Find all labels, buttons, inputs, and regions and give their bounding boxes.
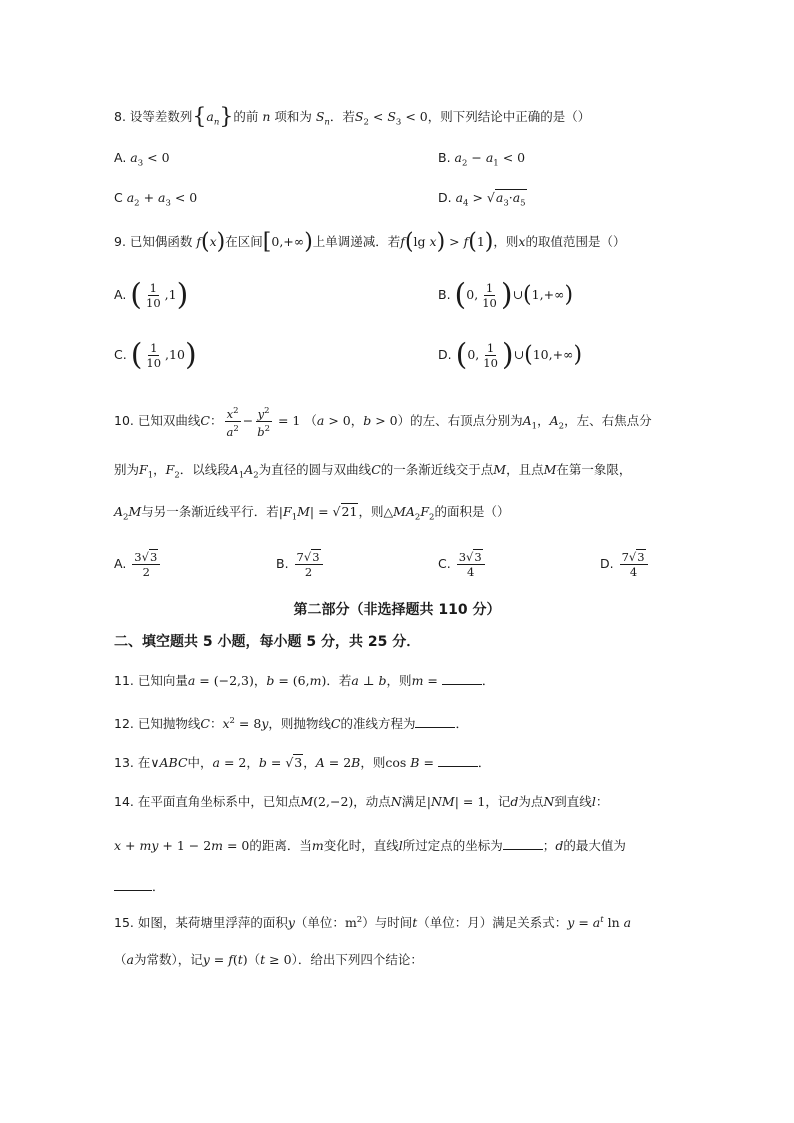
question-14-line1: 14. 在平面直角坐标系中，已知点M(2,−2)，动点N满足|NM| = 1，记d为点N到直线l： bbox=[114, 794, 609, 809]
q8-option-b[interactable]: B. $a_2 - a_1 < 0$ bbox=[438, 150, 526, 169]
q11-answer-blank[interactable] bbox=[442, 670, 482, 685]
question-10-stem-line2: 别为$F_1$，$F_2$．以线段$A_1A_2$为直径的圆与双曲线C的一条渐近线交于点M，且点M在第一象限， bbox=[114, 462, 632, 481]
section-title: 二、填空题共 5 小题，每小题 5 分，共 25 分． bbox=[114, 634, 421, 650]
q9-option-b[interactable]: B. (0, $\frac{1}{10}$ )∪(1,+∞) bbox=[438, 277, 574, 313]
q12-answer-blank[interactable] bbox=[415, 713, 455, 728]
q10-option-d[interactable]: D. $\frac{7√3}{4}$ bbox=[600, 548, 650, 580]
question-14-line2: x + my + 1 − 2m = 0的距离．当m变化时，直线l所过定点的坐标为 ；d的最大值为 bbox=[114, 835, 626, 856]
question-9-stem: 9. 已知偶函数 f(x)在区间[0,+∞)上单调递减．若f(lg x) > f(1)，则x的取值范围是（） bbox=[114, 229, 626, 255]
question-15-line1: 15. 如图，某荷塘里浮萍的面积y（单位：$m^2$）与时间t（单位：月）满足关系式：$y = a^t$ ln a bbox=[114, 915, 632, 931]
q9-option-d[interactable]: D. (0, $\frac{1}{10}$ )∪(10,+∞) bbox=[438, 337, 583, 373]
q10-option-a[interactable]: A. $\frac{3√3}{2}$ bbox=[114, 548, 162, 580]
question-8-stem: 8. 设等差数列$\{a_n\}$的前 n 项和为 $S_n$．若$S_2 < S_3 < 0$，则下列结论中正确的是（） bbox=[114, 104, 591, 130]
q8-option-c[interactable]: C $a_2 + a_3 < 0$ bbox=[114, 190, 198, 209]
q14-answer-blank-2[interactable] bbox=[114, 876, 152, 891]
question-13: 13. 在∨ABC中，a = 2，b = √3，A = 2B，则cos B = ． bbox=[114, 752, 490, 773]
q8-option-a[interactable]: A. $a_3 < 0$ bbox=[114, 150, 170, 169]
q14-answer-blank-1[interactable] bbox=[503, 835, 543, 850]
part-title: 第二部分（非选择题共 110 分） bbox=[293, 602, 501, 618]
q9-option-a[interactable]: A. ( $\frac{1}{10}$ ,1) bbox=[114, 277, 189, 313]
q10-option-c[interactable]: C. $\frac{3√3}{4}$ bbox=[438, 548, 487, 580]
question-12: 12. 已知抛物线C：$x^2 = 8y$，则抛物线C的准线方程为 ． bbox=[114, 711, 468, 734]
question-11: 11. 已知向量a = (−2,3)，b = (6,m)．若a ⊥ b，则m = ． bbox=[114, 670, 494, 691]
q10-option-b[interactable]: B. $\frac{7√3}{2}$ bbox=[276, 548, 325, 580]
q9-option-c[interactable]: C. ( $\frac{1}{10}$ ,10) bbox=[114, 337, 197, 373]
q8-option-d[interactable]: D. $a_4 > √a_3\cdot a_5$ bbox=[438, 190, 526, 209]
question-10-stem-line3: $A_2M$与另一条渐近线平行．若$|F_1M| = √21$，则$\triangle MA_2F_2$的面积是（） bbox=[114, 504, 510, 523]
question-15-line2: （a为常数），记y = f(t)（t ≥ 0）．给出下列四个结论： bbox=[114, 952, 423, 967]
q13-answer-blank[interactable] bbox=[438, 752, 478, 767]
question-10-stem-line1: 10. 已知双曲线C： $\frac{x^2}{a^2}$ − $\frac{y^2}{b^2}$ = 1 （a > 0，b > 0）的左、右顶点分别为$A_1$，$A_2$，左、右焦点分 bbox=[114, 406, 652, 439]
question-14-line3: ． bbox=[114, 876, 165, 897]
